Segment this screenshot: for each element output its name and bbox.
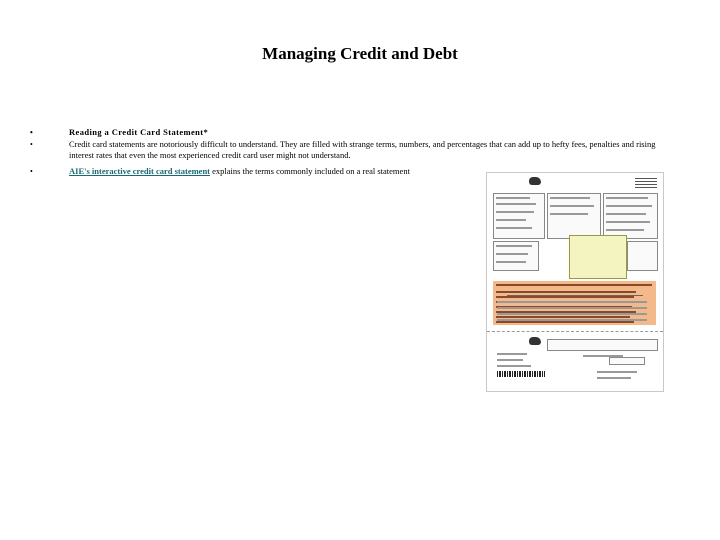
bullet-item	[30, 127, 680, 138]
bullet-dot-icon: •	[30, 128, 34, 137]
text-line	[497, 301, 647, 303]
text-line	[496, 197, 530, 199]
bullet-dot-icon: •	[30, 167, 33, 176]
text-line	[497, 319, 647, 321]
table-row-line	[496, 291, 636, 293]
text-line	[496, 261, 526, 263]
text-line	[606, 197, 648, 199]
text-line	[597, 377, 631, 379]
text-line	[496, 253, 528, 255]
text-line	[496, 211, 534, 213]
table-header-line	[496, 284, 652, 286]
payment-summary-box	[547, 193, 601, 239]
bullet-item	[30, 139, 680, 161]
text-line	[496, 203, 536, 205]
bullet-text: Reading a Credit Card Statement*	[69, 127, 209, 137]
finance-charges-heading-line	[507, 295, 643, 296]
bullet-dot-icon: •	[30, 140, 33, 149]
bullet-text: explains the terms commonly included on a real statement	[210, 166, 410, 176]
text-line	[597, 371, 637, 373]
wave-logo-icon	[635, 178, 657, 188]
text-line	[550, 213, 588, 215]
balance-summary-box	[603, 193, 658, 239]
bullet-list	[30, 127, 680, 177]
credit-card-statement-image	[486, 172, 664, 392]
piggy-bank-icon	[529, 337, 541, 345]
text-line	[606, 229, 644, 231]
table-row-line	[496, 321, 634, 323]
text-line	[496, 227, 532, 229]
table-row-line	[496, 296, 634, 298]
text-line	[497, 359, 523, 361]
text-line	[496, 245, 532, 247]
text-line	[497, 307, 647, 309]
payment-coupon-box	[547, 339, 658, 351]
barcode-icon	[497, 371, 545, 377]
payment-due-box	[627, 241, 658, 271]
text-line	[497, 365, 531, 367]
tear-off-line	[487, 331, 663, 332]
text-line	[606, 205, 652, 207]
account-summary-box	[493, 193, 545, 239]
amount-enclosed-box	[609, 357, 645, 365]
explanation-callout	[569, 235, 627, 279]
text-line	[606, 221, 650, 223]
slide-title: Managing Credit and Debt	[262, 44, 458, 63]
text-line	[606, 213, 646, 215]
piggy-bank-icon	[529, 177, 541, 185]
interactive-statement-link[interactable]: AIE's interactive credit card statement	[69, 166, 210, 176]
text-line	[496, 219, 526, 221]
table-row-line	[496, 316, 630, 318]
text-line	[497, 313, 647, 315]
text-line	[550, 197, 590, 199]
text-line	[550, 205, 594, 207]
text-line	[497, 353, 527, 355]
bullet-text: Credit card statements are notoriously difficult to understand. They are filled with strange terms, numbers, and percentages that can add up to hefty fees, penalties and rising interest rates that even the most experienced credit card user might not understand.	[69, 139, 656, 160]
